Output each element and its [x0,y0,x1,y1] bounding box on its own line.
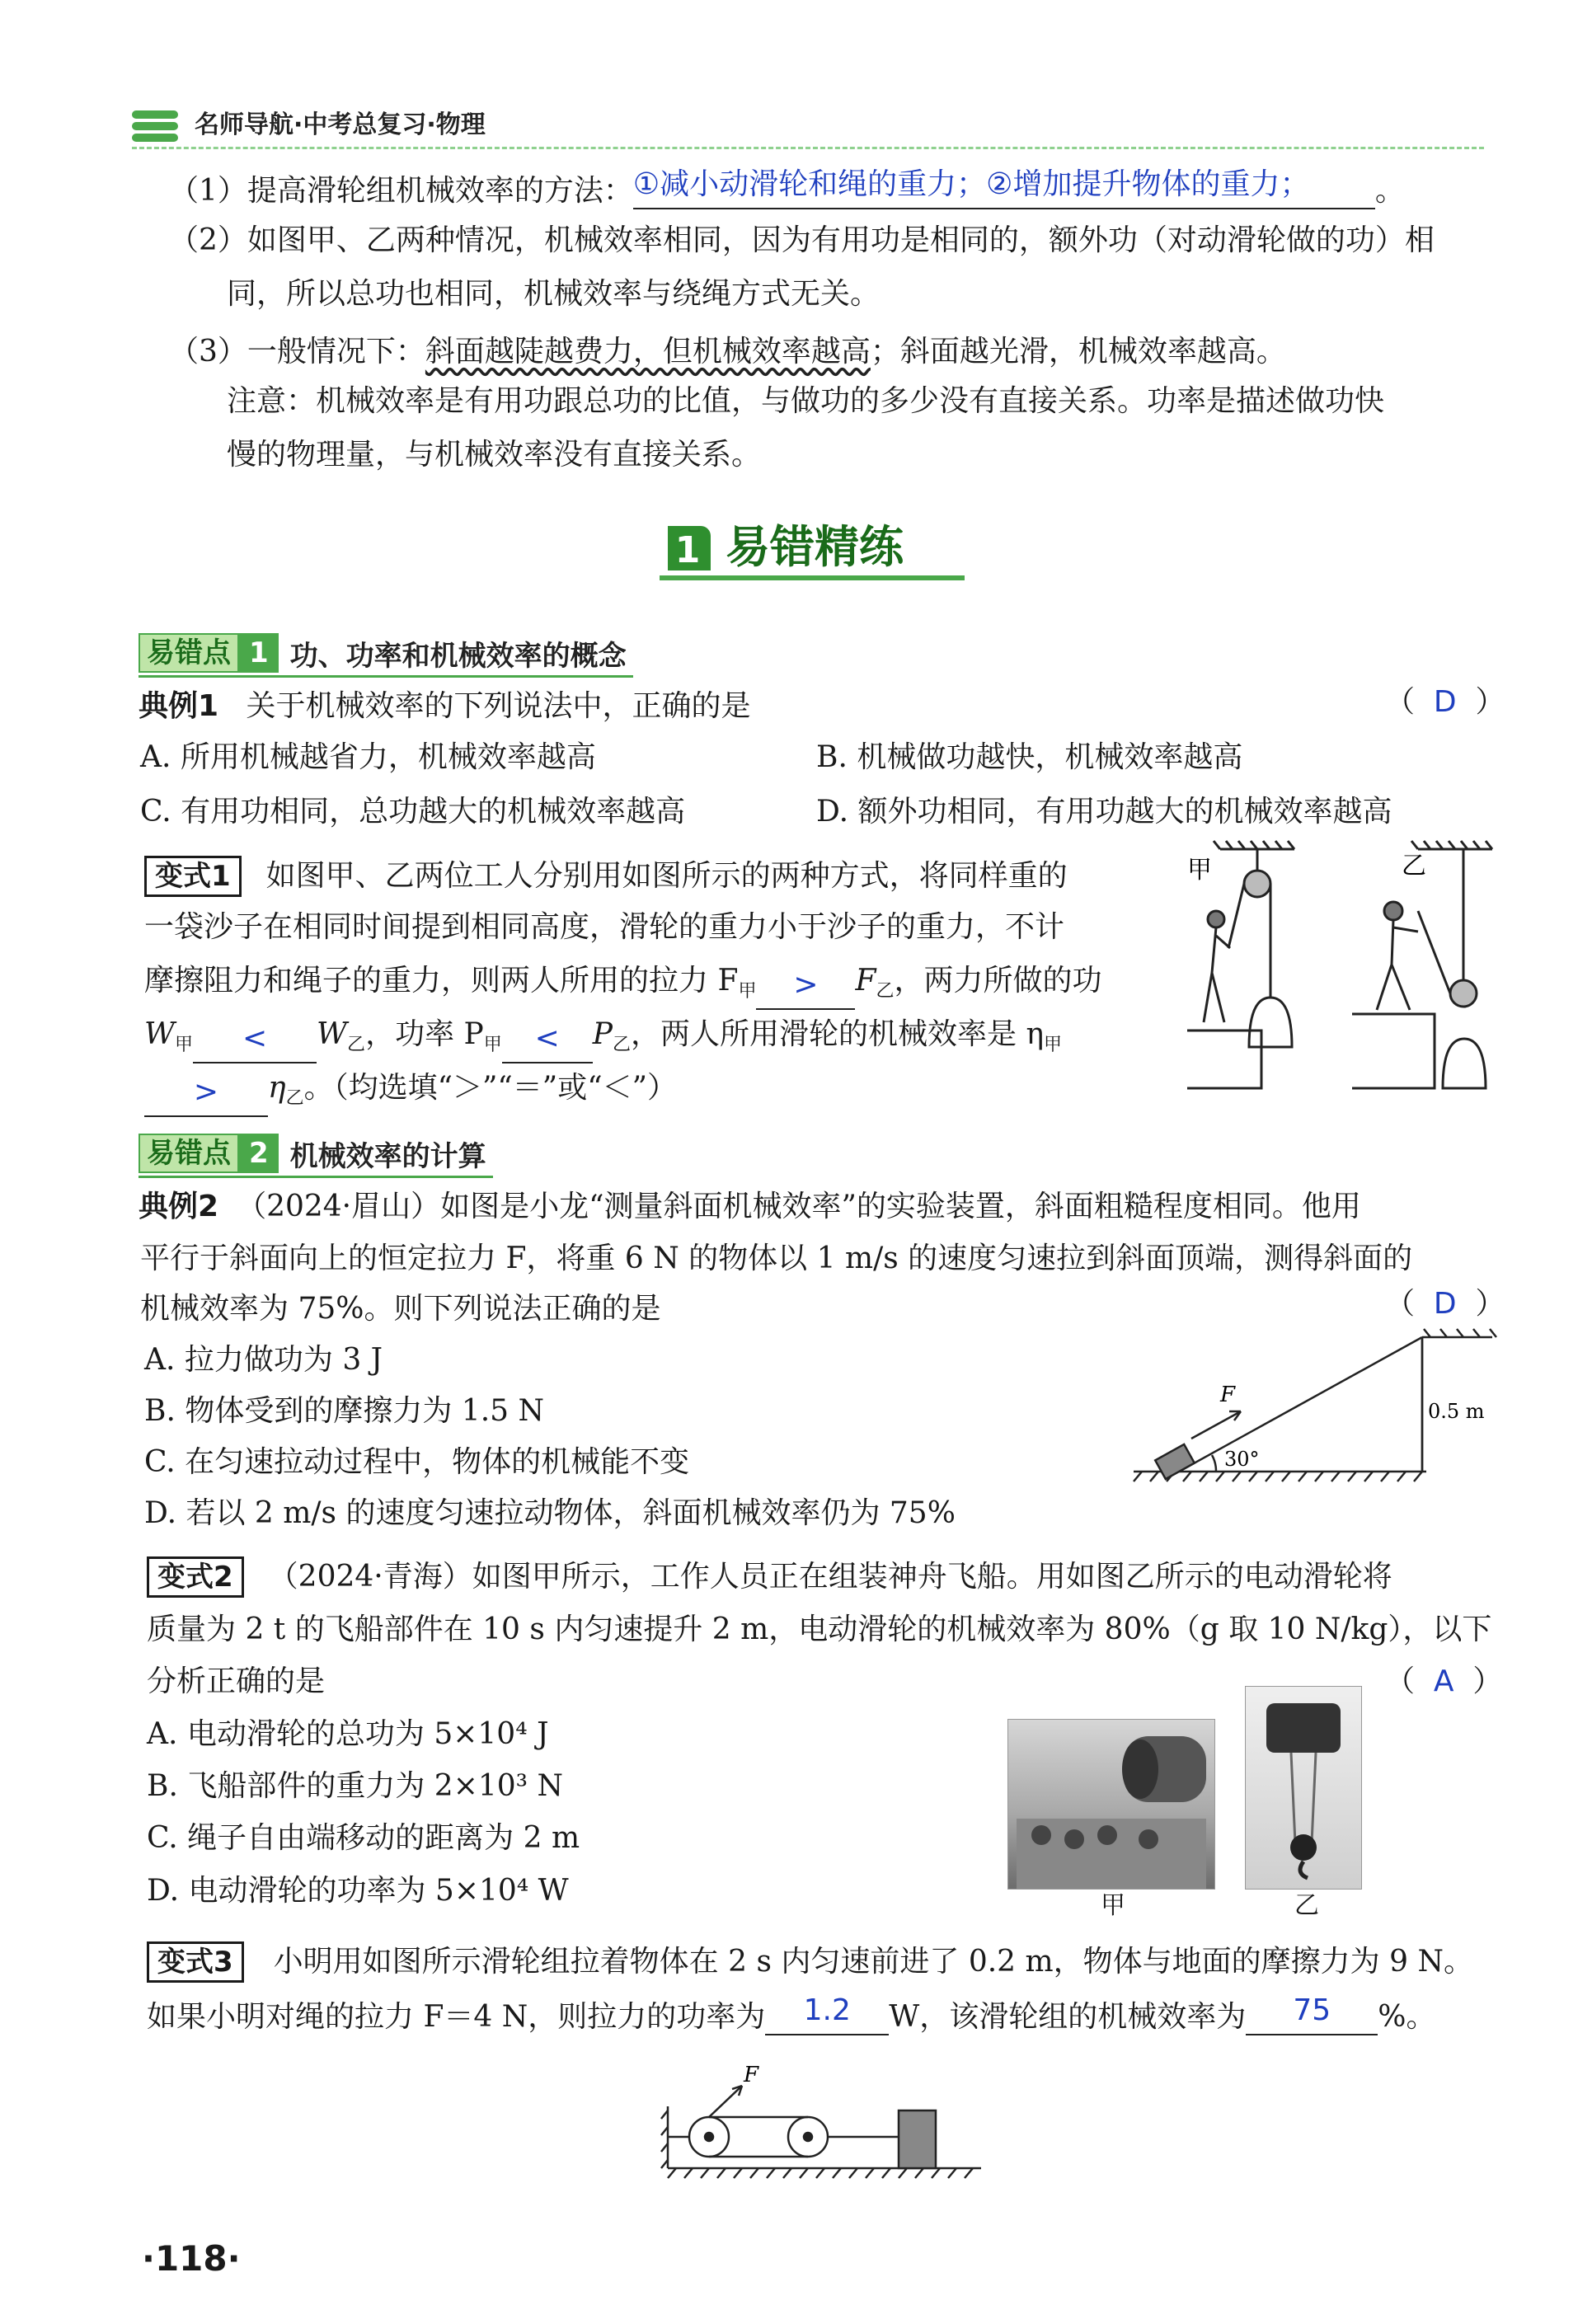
example-2-option-b: B. 物体受到的摩擦力为 1.5 N [144,1394,544,1428]
variant-1-text3a: 摩擦阻力和绳子的重力，则两人所用的拉力 F [144,964,739,998]
variant-3-line1 [147,1941,1473,1983]
sub-jia-1: 甲 [738,981,757,1002]
section-number-icon [660,519,717,577]
note-warning-line1: 注意：机械效率是有用功跟总功的比值，与做功的多少没有直接关系。功率是描述做功快 [227,384,1385,418]
photo-label-jia: 甲 [1101,1891,1125,1920]
variant-3-text1: 小明用如图所示滑轮组拉着物体在 2 s 内匀速前进了 0.2 m，物体与地面的摩擦力为 9 N。 [273,1945,1473,1979]
example-1-answer: D [1433,685,1457,719]
note-3-suffix: ；斜面越光滑，机械效率越高。 [870,335,1286,369]
variant-3-answer-2: 75 [1293,1993,1331,2027]
variant-1-text4d: P [592,1017,613,1051]
example-1 [139,688,751,725]
variant-2-option-c: C. 绳子自由端移动的距离为 2 m [147,1821,580,1855]
incline-angle-label: 30° [1224,1448,1260,1471]
variant-1-answer-3: < [534,1021,560,1056]
error-point-2 [139,1134,486,1173]
header-logo [132,107,178,143]
example-1-option-a: A. 所用机械越省力，机械效率越高 [140,740,596,774]
note-1-prefix: （1）提高滑轮组机械效率的方法： [169,174,633,208]
note-3-underlined: 斜面越陡越费力，但机械效率越高 [425,335,871,369]
note-warning-line2: 慢的物理量，与机械效率没有直接关系。 [227,438,762,472]
variant-1-text4e: ，两人所用滑轮的机械效率是 η [631,1017,1045,1051]
variant-3-text2b: W，该滑轮组的机械效率为 [889,2000,1247,2034]
sub-jia-3: 甲 [483,1035,502,1056]
variant-3-label: 变式3 [147,1941,244,1983]
variant-2-text1: （2024·青海）如图甲所示，工作人员正在组装神舟飞船。用如图乙所示的电动滑轮将 [268,1560,1392,1594]
example-1-option-d: D. 额外功相同，有用功越大的机械效率越高 [816,795,1392,829]
variant-1-line5 [144,1070,677,1117]
note-3 [169,334,1286,370]
variant-2-line3: 分析正确的是 [147,1664,326,1698]
error-point-2-title: 机械效率的计算 [289,1139,486,1173]
example-2-line2: 平行于斜面向上的恒定拉力 F，将重 6 N 的物体以 1 m/s 的速度匀速拉到斜面顶端，测得斜面的 [140,1242,1413,1275]
variant-1-text5c: 。（均选填“＞”“＝”或“＜”） [303,1071,678,1105]
variant-1-label: 变式1 [144,856,242,897]
error-point-1-title: 功、功率和机械效率的概念 [289,639,627,673]
page-number: ·118· [142,2238,241,2279]
variant-2-label: 变式2 [147,1556,244,1598]
variant-1-text1: 如图甲、乙两位工人分别用如图所示的两种方式，将同样重的 [265,859,1068,893]
example-2-line1 [139,1189,1361,1225]
variant-1-text3c: ，两力所做的功 [894,964,1102,998]
variant-1-text4a: W [144,1017,176,1051]
section-title: 易错精练 [726,521,904,573]
variant-1-line2: 一袋沙子在相同时间提到相同高度，滑轮的重力小于沙子的重力，不计 [144,910,1065,944]
sub-yi-2: 乙 [347,1035,366,1056]
example-1-option-c: C. 有用功相同，总功越大的机械效率越高 [140,795,686,829]
error-point-2-num: 2 [239,1134,279,1173]
horizontal-pulley-figure [660,2061,989,2185]
example-2-text1: （2024·眉山）如图是小龙“测量斜面机械效率”的实验装置，斜面粗糙程度相同。他用 [237,1190,1361,1223]
example-1-answer-paren: （ D ） [1385,685,1505,719]
figure-label-yi: 乙 [1402,852,1426,880]
sub-yi-4: 乙 [285,1088,304,1110]
example-2-answer-paren: （ D ） [1385,1287,1505,1321]
variant-1-text5b: η [268,1071,286,1105]
pulley-force-label: F [744,2063,759,2087]
note-3-prefix: （3）一般情况下： [169,335,425,369]
error-point-1-tag: 易错点 [139,633,239,673]
variant-1-answer-4: > [193,1075,219,1110]
variant-2-line1 [147,1556,1392,1598]
error-point-1 [139,633,627,673]
workers-pulley-figure [1171,833,1500,1105]
variant-2-line2: 质量为 2 t 的飞船部件在 10 s 内匀速提升 2 m，电动滑轮的机械效率为 80%（g 取 10 N/kg），以下 [147,1613,1492,1646]
example-2-answer: D [1433,1287,1457,1321]
note-2-line1: （2）如图甲、乙两种情况，机械效率相同，因为有用功是相同的，额外功（对动滑轮做的功）相 [169,223,1435,257]
spacecraft-photo-icon [1008,1720,1214,1889]
sub-yi-3: 乙 [612,1035,631,1056]
example-2-option-a: A. 拉力做功为 3 J [144,1343,383,1377]
variant-2-answer: A [1433,1664,1454,1698]
header-divider [132,147,1484,149]
section-heading [660,519,965,577]
variant-1-line3 [144,963,1101,1010]
incline-height-label: 0.5 m [1428,1400,1485,1423]
error-point-1-num: 1 [239,633,279,673]
section-underline [660,575,965,580]
variant-1-text4b: W [317,1017,348,1051]
sub-jia-4: 甲 [1044,1035,1063,1056]
variant-2-option-d: D. 电动滑轮的功率为 5×10⁴ W [147,1874,569,1908]
note-1-answer: ①减小动滑轮和绳的重力；②增加提升物体的重力； [632,167,1310,201]
sub-jia-2: 甲 [175,1035,194,1056]
sub-yi-1: 乙 [876,981,895,1002]
header-title: 名师导航·中考总复习·物理 [195,110,486,139]
variant-1-answer-1: > [793,968,819,1002]
example-2-line3: 机械效率为 75%。则下列说法正确的是 [140,1292,661,1326]
example-1-option-b: B. 机械做功越快，机械效率越高 [816,740,1243,774]
variant-3-text2c: %。 [1378,2000,1436,2034]
s-logo-icon [132,107,178,143]
variant-2-option-b: B. 飞船部件的重力为 2×10³ N [147,1769,564,1803]
incline-figure [1129,1327,1509,1492]
variant-1-line4 [144,1016,1062,1063]
variant-3-text2a: 如果小明对绳的拉力 F＝4 N，则拉力的功率为 [147,2000,766,2034]
variant-1-text3b: F [855,964,876,998]
photo-electric-pulley [1245,1686,1362,1890]
variant-1-text4c: ，功率 P [365,1017,484,1051]
variant-1-answer-2: < [242,1021,268,1056]
example-2-option-d: D. 若以 2 m/s 的速度匀速拉动物体，斜面机械效率仍为 75% [144,1496,956,1530]
variant-1-line1 [144,856,1068,897]
photo-label-yi: 乙 [1294,1891,1319,1920]
variant-3-answer-1: 1.2 [803,1993,851,2027]
example-2-label: 典例2 [139,1190,219,1223]
variant-2-answer-paren: （ A ） [1385,1664,1503,1698]
photo-spacecraft [1007,1719,1215,1890]
electric-pulley-photo-icon [1246,1687,1361,1889]
note-2-line2: 同，所以总功也相同，机械效率与绕绳方式无关。 [227,277,881,311]
note-1 [169,167,1405,209]
variant-3-line2 [147,1993,1436,2035]
example-1-question: 关于机械效率的下列说法中，正确的是 [246,689,751,723]
incline-force-label: F [1220,1383,1236,1407]
error-point-2-tag: 易错点 [139,1134,239,1173]
note-1-suffix: 。 [1374,174,1405,208]
example-2-option-c: C. 在匀速拉动过程中，物体的机械能不变 [144,1445,690,1479]
example-1-label: 典例1 [139,689,219,723]
figure-label-jia: 甲 [1187,856,1212,885]
section-number-text: 1 [674,529,701,571]
variant-2-option-a: A. 电动滑轮的总功为 5×10⁴ J [147,1717,549,1751]
